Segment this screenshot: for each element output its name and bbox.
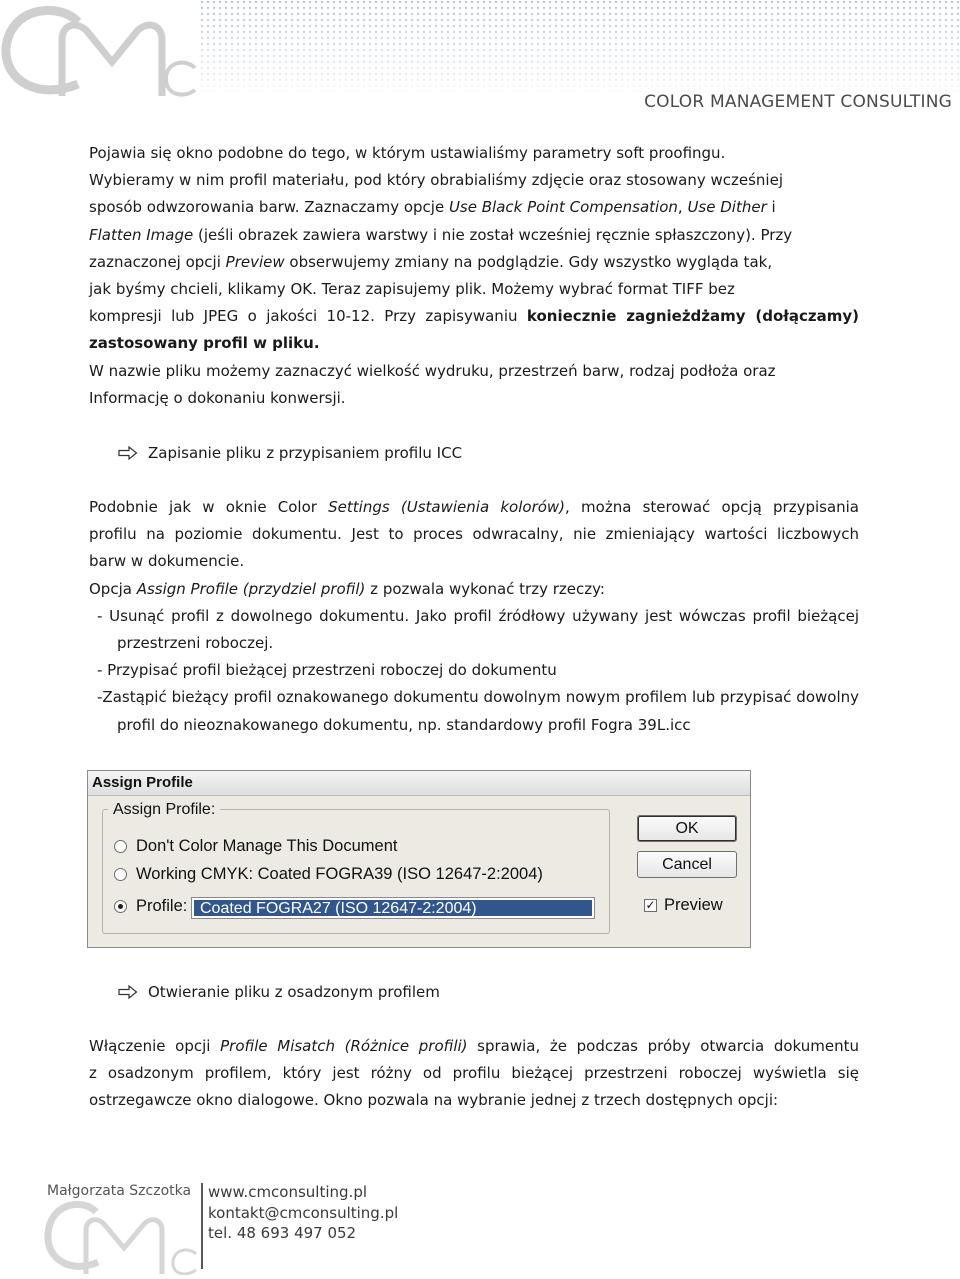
paragraph-profile-mismatch	[89, 1033, 859, 1115]
text-line: Pojawia się okno podobne do tego, w którym ustawialiśmy parametry soft proofingu.	[89, 144, 726, 162]
preview-option[interactable]	[644, 896, 723, 915]
option-label: Profile:	[136, 897, 188, 915]
section-heading-text: Otwieranie pliku z osadzonym profilem	[148, 983, 440, 1001]
footer-contact	[208, 1182, 398, 1244]
text-line: ostrzegawcze okno dialogowe. Okno pozwala na wybranie jednej z trzech dostępnych opcji:	[89, 1091, 779, 1110]
radio-button-selected[interactable]	[114, 900, 127, 913]
cmc-logo	[0, 0, 200, 100]
dotted-banner	[200, 0, 960, 92]
text-line: barw w dokumencie.	[89, 552, 245, 571]
website-link[interactable]: www.cmconsulting.pl	[208, 1183, 368, 1201]
phone-number: tel. 48 693 497 052	[208, 1224, 357, 1242]
text-line: W nazwie pliku możemy zaznaczyć wielkość wydruku, przestrzeń barw, rodzaj podłoża oraz	[89, 361, 776, 380]
ok-button[interactable]: OK	[637, 815, 737, 842]
radio-button[interactable]	[114, 840, 127, 853]
arrow-right-icon	[118, 985, 138, 999]
section-heading-save	[118, 444, 462, 462]
text-line: zaznaczonej opcji Preview obserwujemy zmiany na podglądzie. Gdy wszystko wygląda tak,	[89, 252, 773, 271]
footer-cmc-logo	[40, 1190, 200, 1275]
text-line: zastosowany profil w pliku.	[89, 334, 320, 353]
dialog-title: Assign Profile	[88, 771, 750, 796]
paragraph-assign-profile	[89, 494, 859, 739]
section-heading-text: Zapisanie pliku z przypisaniem profilu ICC	[148, 444, 463, 462]
paragraph-soft-proofing	[89, 140, 859, 412]
preview-checkbox[interactable]: ✓	[645, 898, 656, 912]
text-line: Włączenie opcji Profile Misatch (Różnice profili) sprawia, że podczas próby otwarcia dokumentu	[89, 1037, 860, 1055]
group-label: Assign Profile:	[108, 801, 220, 819]
header-brand: COLOR MANAGEMENT CONSULTING	[644, 92, 952, 112]
option-working-cmyk[interactable]	[114, 865, 543, 884]
radio-button[interactable]	[114, 868, 127, 881]
text-line: Opcja Assign Profile (przydziel profil) z pozwala wykonać trzy rzeczy:	[89, 579, 605, 598]
text-line: Informację o dokonaniu konwersji.	[89, 388, 346, 407]
cancel-button[interactable]: Cancel	[637, 851, 737, 878]
list-item: -Zastąpić bieżący profil oznakowanego dokumentu dowolnym nowym profilem lub przypisać dowolny profil do nieoznakowanego dokumentu, np. standardowy profil Fogra 39L.icc	[97, 688, 859, 734]
option-label: Working CMYK: Coated FOGRA39 (ISO 12647-2:2004)	[136, 865, 543, 883]
text-line: Podobnie jak w oknie Color Settings (Ustawienia kolorów), można sterować opcją przypisania	[89, 498, 860, 516]
assign-profile-dialog	[87, 770, 751, 948]
text-line: kompresji lub JPEG o jakości 10-12. Przy zapisywaniu koniecznie zagnieżdżamy (dołączamy)	[89, 307, 859, 326]
text-line: sposób odwzorowania barw. Zaznaczamy opcje Use Black Point Compensation, Use Dither i	[89, 198, 776, 217]
text-line: z osadzonym profilem, który jest różny od profilu bieżącej przestrzeni roboczej wyświetla się	[89, 1064, 859, 1083]
arrow-right-icon	[118, 446, 138, 460]
list-item: - Usunąć profil z dowolnego dokumentu. Jako profil źródłowy używany jest wówczas profil bieżącej przestrzeni roboczej.	[97, 606, 859, 653]
preview-label: Preview	[664, 896, 723, 914]
email-link[interactable]: kontakt@cmconsulting.pl	[208, 1203, 399, 1222]
footer-divider	[201, 1183, 203, 1269]
text-line: Wybieramy w nim profil materiału, pod który obrabialiśmy zdjęcie oraz stosowany wcześniej	[89, 171, 783, 190]
option-profile[interactable]	[114, 897, 187, 916]
option-dont-color-manage[interactable]	[114, 837, 397, 856]
profile-dropdown[interactable]	[191, 897, 595, 919]
option-label: Don't Color Manage This Document	[136, 837, 398, 855]
list-item: - Przypisać profil bieżącej przestrzeni roboczej do dokumentu	[97, 661, 557, 680]
text-line: profilu na poziomie dokumentu. Jest to proces odwracalny, nie zmieniający wartości liczbowych	[89, 525, 859, 544]
profile-dropdown-value: Coated FOGRA27 (ISO 12647-2:2004)	[194, 900, 592, 916]
author-name: Małgorzata Szczotka	[47, 1183, 192, 1199]
text-line: Flatten Image (jeśli obrazek zawiera warstwy i nie został wcześniej ręcznie spłaszczony). Przy	[89, 225, 793, 244]
section-heading-open	[118, 983, 440, 1001]
text-line: jak byśmy chcieli, klikamy OK. Teraz zapisujemy plik. Możemy wybrać format TIFF bez	[89, 280, 735, 299]
